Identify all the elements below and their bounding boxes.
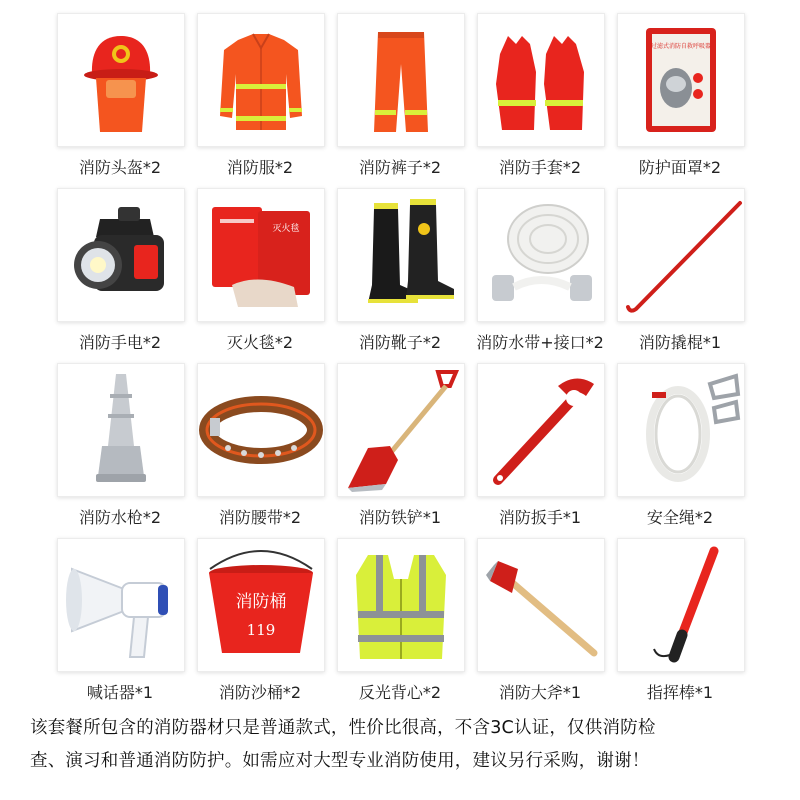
product-label: 消防腰带*2	[218, 508, 302, 527]
product-item	[190, 10, 330, 185]
fire-jacket-icon	[198, 14, 324, 146]
product-item	[190, 185, 330, 360]
product-item	[610, 535, 750, 710]
product-label: 消防靴子*2	[358, 333, 442, 352]
product-label: 防护面罩*2	[638, 158, 722, 177]
fire-axe-icon	[478, 539, 604, 671]
product-item	[470, 185, 610, 360]
reflective-vest-icon	[338, 539, 464, 671]
product-label: 消防扳手*1	[498, 508, 582, 527]
product-image	[337, 538, 465, 672]
product-label: 消防手电*2	[78, 333, 162, 352]
fire-boots-icon	[338, 189, 464, 321]
product-label: 灭火毯*2	[226, 333, 294, 352]
product-item	[190, 360, 330, 535]
product-label: 消防沙桶*2	[218, 683, 302, 702]
product-item	[50, 185, 190, 360]
product-image	[57, 538, 185, 672]
product-image	[477, 188, 605, 322]
product-label: 反光背心*2	[358, 683, 442, 702]
mask-box-text: 过滤式消防自救呼吸器	[650, 43, 712, 50]
notice-text	[30, 712, 775, 778]
product-image	[57, 363, 185, 497]
product-image	[337, 363, 465, 497]
blanket-text: 灭火毯	[272, 224, 300, 234]
product-label: 消防撬棍*1	[638, 333, 722, 352]
product-image	[57, 188, 185, 322]
product-item	[50, 360, 190, 535]
fire-gloves-icon	[478, 14, 604, 146]
product-item	[330, 535, 470, 710]
fire-helmet-icon	[58, 14, 184, 146]
hose-nozzle-icon	[58, 364, 184, 496]
product-label: 消防服*2	[226, 158, 294, 177]
product-label: 指挥棒*1	[646, 683, 714, 702]
product-image	[337, 13, 465, 147]
product-image	[477, 363, 605, 497]
safety-belt-icon	[198, 364, 324, 496]
protective-mask-icon	[618, 14, 744, 146]
fire-blanket-icon	[198, 189, 324, 321]
product-item	[610, 360, 750, 535]
bucket-text: 消防桶	[235, 592, 287, 612]
product-label: 消防头盔*2	[78, 158, 162, 177]
product-image	[197, 13, 325, 147]
product-grid	[50, 10, 750, 710]
product-label: 消防手套*2	[498, 158, 582, 177]
bucket-number: 119	[246, 621, 276, 639]
product-item	[190, 535, 330, 710]
wrench-icon	[478, 364, 604, 496]
product-image	[617, 363, 745, 497]
product-item	[610, 10, 750, 185]
notice-line-2: 查、演习和普通消防防护。如需应对大型专业消防使用，建议另行采购，谢谢！	[30, 751, 650, 771]
product-image	[617, 188, 745, 322]
product-item	[330, 185, 470, 360]
product-image	[337, 188, 465, 322]
product-item	[610, 185, 750, 360]
product-image	[197, 188, 325, 322]
product-label: 喊话器*1	[86, 683, 154, 702]
product-item	[50, 535, 190, 710]
megaphone-icon	[58, 539, 184, 671]
crowbar-icon	[618, 189, 744, 321]
product-item	[470, 535, 610, 710]
product-label: 安全绳*2	[646, 508, 714, 527]
product-item	[330, 360, 470, 535]
notice-line-1: 该套餐所包含的消防器材只是普通款式，性价比很高，不含3C认证，仅供消防检	[30, 718, 656, 738]
product-item	[50, 10, 190, 185]
product-label: 消防裤子*2	[358, 158, 442, 177]
product-item	[330, 10, 470, 185]
product-item	[470, 10, 610, 185]
safety-rope-icon	[618, 364, 744, 496]
product-image	[197, 363, 325, 497]
product-label: 消防水带+接口*2	[476, 333, 604, 352]
flashlight-icon	[58, 189, 184, 321]
fire-hose-icon	[478, 189, 604, 321]
product-image	[197, 538, 325, 672]
product-image	[617, 13, 745, 147]
product-label: 消防大斧*1	[498, 683, 582, 702]
product-label: 消防铁铲*1	[358, 508, 442, 527]
fire-trousers-icon	[338, 14, 464, 146]
product-image	[57, 13, 185, 147]
product-image	[477, 13, 605, 147]
sand-bucket-icon	[198, 539, 324, 671]
product-item	[470, 360, 610, 535]
baton-icon	[618, 539, 744, 671]
product-label: 消防水枪*2	[78, 508, 162, 527]
shovel-icon	[338, 364, 464, 496]
product-image	[477, 538, 605, 672]
product-image	[617, 538, 745, 672]
